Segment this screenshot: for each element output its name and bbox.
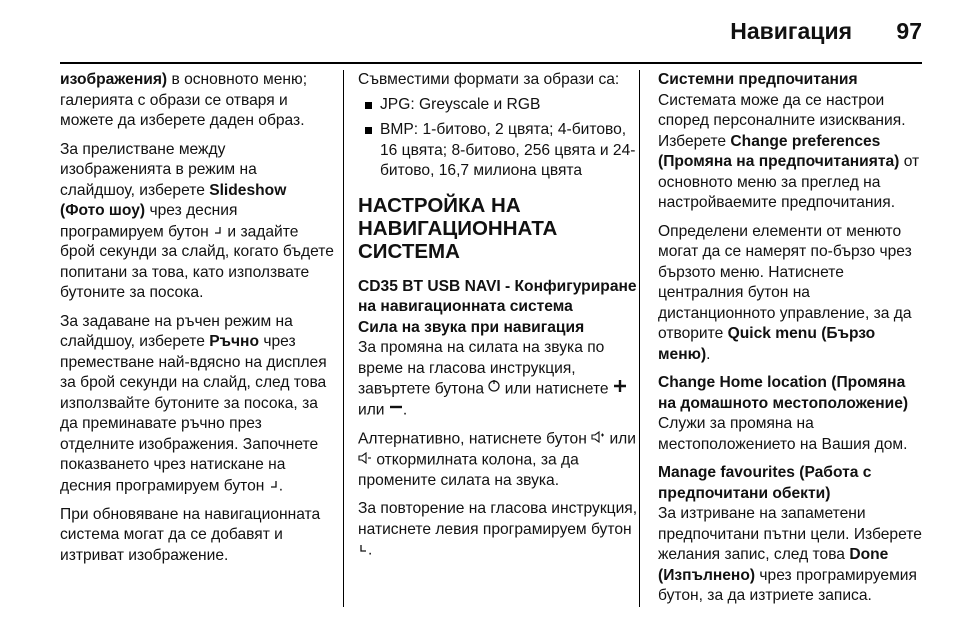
text: . bbox=[278, 477, 284, 495]
paragraph bbox=[658, 504, 926, 607]
column-2 bbox=[358, 70, 638, 569]
text: . bbox=[706, 345, 711, 363]
paragraph bbox=[60, 140, 334, 304]
column-3 bbox=[658, 70, 926, 615]
text: чрез преместване най-вдясно на дисплея за брой секунди на слайд, след това използвайте бутоните за посока, за да преминавате ръчно през отделните изображения. Започнете показването чрез натискане на десния програмируем бутон bbox=[60, 333, 327, 495]
bold-term: изображения) bbox=[60, 71, 168, 88]
text: откормилната колона, за да промените силата на звука. bbox=[358, 451, 579, 489]
text: Системата може да се настрои според персоналните изисквания. Изберете bbox=[658, 91, 906, 150]
left-softkey-icon bbox=[358, 540, 368, 561]
paragraph bbox=[60, 70, 334, 132]
page-title: Навигация bbox=[730, 18, 852, 44]
list-item: JPG: Greyscale и RGB bbox=[358, 95, 638, 116]
header-rule bbox=[60, 62, 922, 64]
column-divider-2 bbox=[639, 70, 640, 607]
text: . bbox=[368, 541, 373, 559]
text: При обновяване на навигационната система могат да се добавят и изтриват изображение. bbox=[60, 505, 321, 564]
column-1 bbox=[60, 70, 334, 574]
paragraph bbox=[358, 499, 638, 561]
subheading: Change Home location (Промяна на домашното местоположение) bbox=[658, 374, 909, 412]
page-number: 97 bbox=[896, 18, 922, 44]
paragraph bbox=[358, 429, 638, 491]
steering-volume-icon bbox=[358, 450, 372, 471]
list-item: BMP: 1-битово, 2 цвята; 4-битово, 16 цвята; 8-битово, 256 цвята и 24-битово, 16,7 милиона цвята bbox=[358, 120, 638, 182]
subheading: Сила на звука при навигация bbox=[358, 318, 585, 336]
subheading: Manage favourites (Работа с предпочитани обекти) bbox=[658, 464, 872, 502]
bold-term: Ръчно bbox=[209, 333, 259, 351]
subheading: CD35 BT USB NAVI - Конфигуриране на навигационната система bbox=[358, 277, 637, 315]
text: За прелистване между изображенията в режим на слайдшоу, изберете bbox=[60, 140, 257, 199]
text: За повторение на гласова инструкция, натиснете левия програмируем бутон bbox=[358, 500, 638, 538]
text: в основното меню; галерията с образи се отваря и можете да изберете даден образ. bbox=[60, 71, 308, 129]
text: чрез десния програмируем бутон bbox=[60, 202, 238, 240]
text: или натиснете bbox=[500, 380, 613, 398]
paragraph: Съвместими формати за образи са: bbox=[358, 71, 620, 88]
bold-term: Change preferences (Промяна на предпочитанията) bbox=[658, 132, 900, 170]
right-softkey-icon bbox=[269, 476, 279, 497]
text: и задайте брой секунди за слайд, когато бъдете попитани за това, като използвате бутоните за посока. bbox=[60, 222, 334, 302]
volume-icon bbox=[591, 429, 605, 450]
text: чрез програмируемия бутон, за да изтриете записа. bbox=[658, 566, 917, 604]
bold-term: Done (Изпълнено) bbox=[658, 546, 889, 584]
rotary-knob-icon bbox=[488, 379, 500, 400]
text: За промяна на силата на звука по време на гласова инструкция, завъртете бутона bbox=[358, 339, 605, 398]
paragraph bbox=[60, 312, 334, 497]
text: от основното меню за преглед на настройваемите предпочитания. bbox=[658, 153, 920, 211]
paragraph: Служи за промяна на местоположението на Вашия дом. bbox=[658, 415, 908, 453]
text: или bbox=[605, 430, 636, 448]
paragraph bbox=[358, 338, 638, 421]
text: Определени елементи от менюто могат да се намерят по-бързо чрез бързото меню. Натиснете централния бутон на дистанционното управление, за да отворите bbox=[658, 222, 912, 342]
text: . bbox=[402, 401, 408, 419]
text: или bbox=[358, 401, 389, 419]
paragraph bbox=[658, 91, 926, 214]
subheading: Системни предпочитания bbox=[658, 71, 858, 88]
format-list bbox=[358, 95, 638, 182]
text: За изтриване на запаметени предпочитани пътни цели. Изберете желания запис, след това bbox=[658, 505, 922, 563]
column-divider-1 bbox=[343, 70, 344, 607]
bold-term: Slideshow (Фото шоу) bbox=[60, 181, 287, 219]
plus-icon bbox=[613, 379, 627, 400]
paragraph bbox=[658, 222, 926, 366]
minus-icon bbox=[389, 400, 403, 421]
text: Алтернативно, натиснете бутон bbox=[358, 430, 592, 448]
page-header bbox=[60, 14, 922, 54]
section-heading: НАСТРОЙКА НА НАВИГАЦИОННАТА СИСТЕМА bbox=[358, 193, 558, 263]
right-softkey-icon bbox=[213, 222, 223, 243]
text: За задаване на ръчен режим на слайдшоу, изберете bbox=[60, 312, 293, 351]
paragraph bbox=[60, 505, 334, 567]
bold-term: Quick menu (Бързо меню) bbox=[658, 325, 876, 363]
